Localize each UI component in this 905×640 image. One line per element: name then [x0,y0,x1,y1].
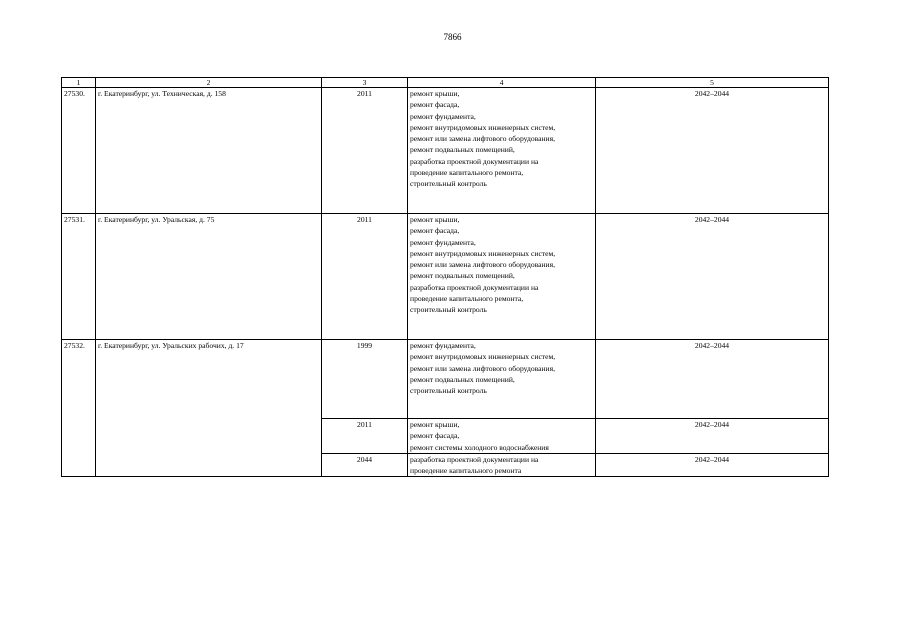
row-period: 2042–2044 [596,419,829,454]
work-item: ремонт или замена лифтового оборудования, [410,260,555,270]
work-item: проведение капитального ремонта, [410,294,524,304]
work-item: разработка проектной документации на [410,156,539,166]
work-item: ремонт крыши, [410,215,460,224]
table-row [62,340,829,419]
work-item: ремонт подвальных помещений, [410,145,515,155]
work-item: ремонт внутридомовых инженерных систем, [410,122,556,132]
row-year: 1999 [322,340,408,419]
work-item: ремонт фундамента, [410,237,476,247]
work-item: разработка проектной документации на [410,454,539,464]
work-item: строительный контроль [410,305,487,315]
header-col-4: 4 [408,78,596,88]
repair-schedule-table [61,77,829,477]
row-number: 27530. [62,88,96,214]
table-header-row [62,78,829,88]
work-item: ремонт фундамента, [410,341,476,350]
row-address: г. Екатеринбург, ул. Уральская, д. 75 [96,214,322,340]
row-works [408,453,596,477]
work-item: ремонт внутридомовых инженерных систем, [410,352,556,362]
row-period: 2042–2044 [596,214,829,340]
row-works [408,214,596,340]
work-item: ремонт системы холодного водоснабжения [410,442,549,452]
work-item: проведение капитального ремонта, [410,168,524,178]
row-year: 2011 [322,88,408,214]
work-item: ремонт крыши, [410,89,460,98]
row-year: 2011 [322,214,408,340]
work-item: ремонт внутридомовых инженерных систем, [410,248,556,258]
work-item: ремонт фасада, [410,100,460,110]
work-item: ремонт фасада, [410,226,460,236]
row-period: 2042–2044 [596,453,829,477]
header-col-2: 2 [96,78,322,88]
work-item: ремонт или замена лифтового оборудования, [410,134,555,144]
row-year: 2011 [322,419,408,454]
page-number: 7866 [443,32,462,42]
table-row [62,88,829,214]
work-item: ремонт подвальных помещений, [410,374,515,384]
row-works [408,340,596,419]
row-number: 27532. [62,340,96,477]
header-col-5: 5 [596,78,829,88]
row-works [408,88,596,214]
work-item: ремонт подвальных помещений, [410,271,515,281]
work-item: строительный контроль [410,386,487,396]
work-item: ремонт фундамента, [410,111,476,121]
work-item: разработка проектной документации на [410,282,539,292]
row-address: г. Екатеринбург, ул. Техническая, д. 158 [96,88,322,214]
row-number: 27531. [62,214,96,340]
row-address: г. Екатеринбург, ул. Уральских рабочих, д. 17 [96,340,322,477]
row-works [408,419,596,454]
row-period: 2042–2044 [596,88,829,214]
row-period: 2042–2044 [596,340,829,419]
header-col-3: 3 [322,78,408,88]
work-item: строительный контроль [410,179,487,189]
header-col-1: 1 [62,78,96,88]
work-item: проведение капитального ремонта [410,466,522,476]
row-year: 2044 [322,453,408,477]
work-item: ремонт фасада, [410,431,460,441]
table-row [62,214,829,340]
work-item: ремонт крыши, [410,420,460,429]
work-item: ремонт или замена лифтового оборудования, [410,363,555,373]
